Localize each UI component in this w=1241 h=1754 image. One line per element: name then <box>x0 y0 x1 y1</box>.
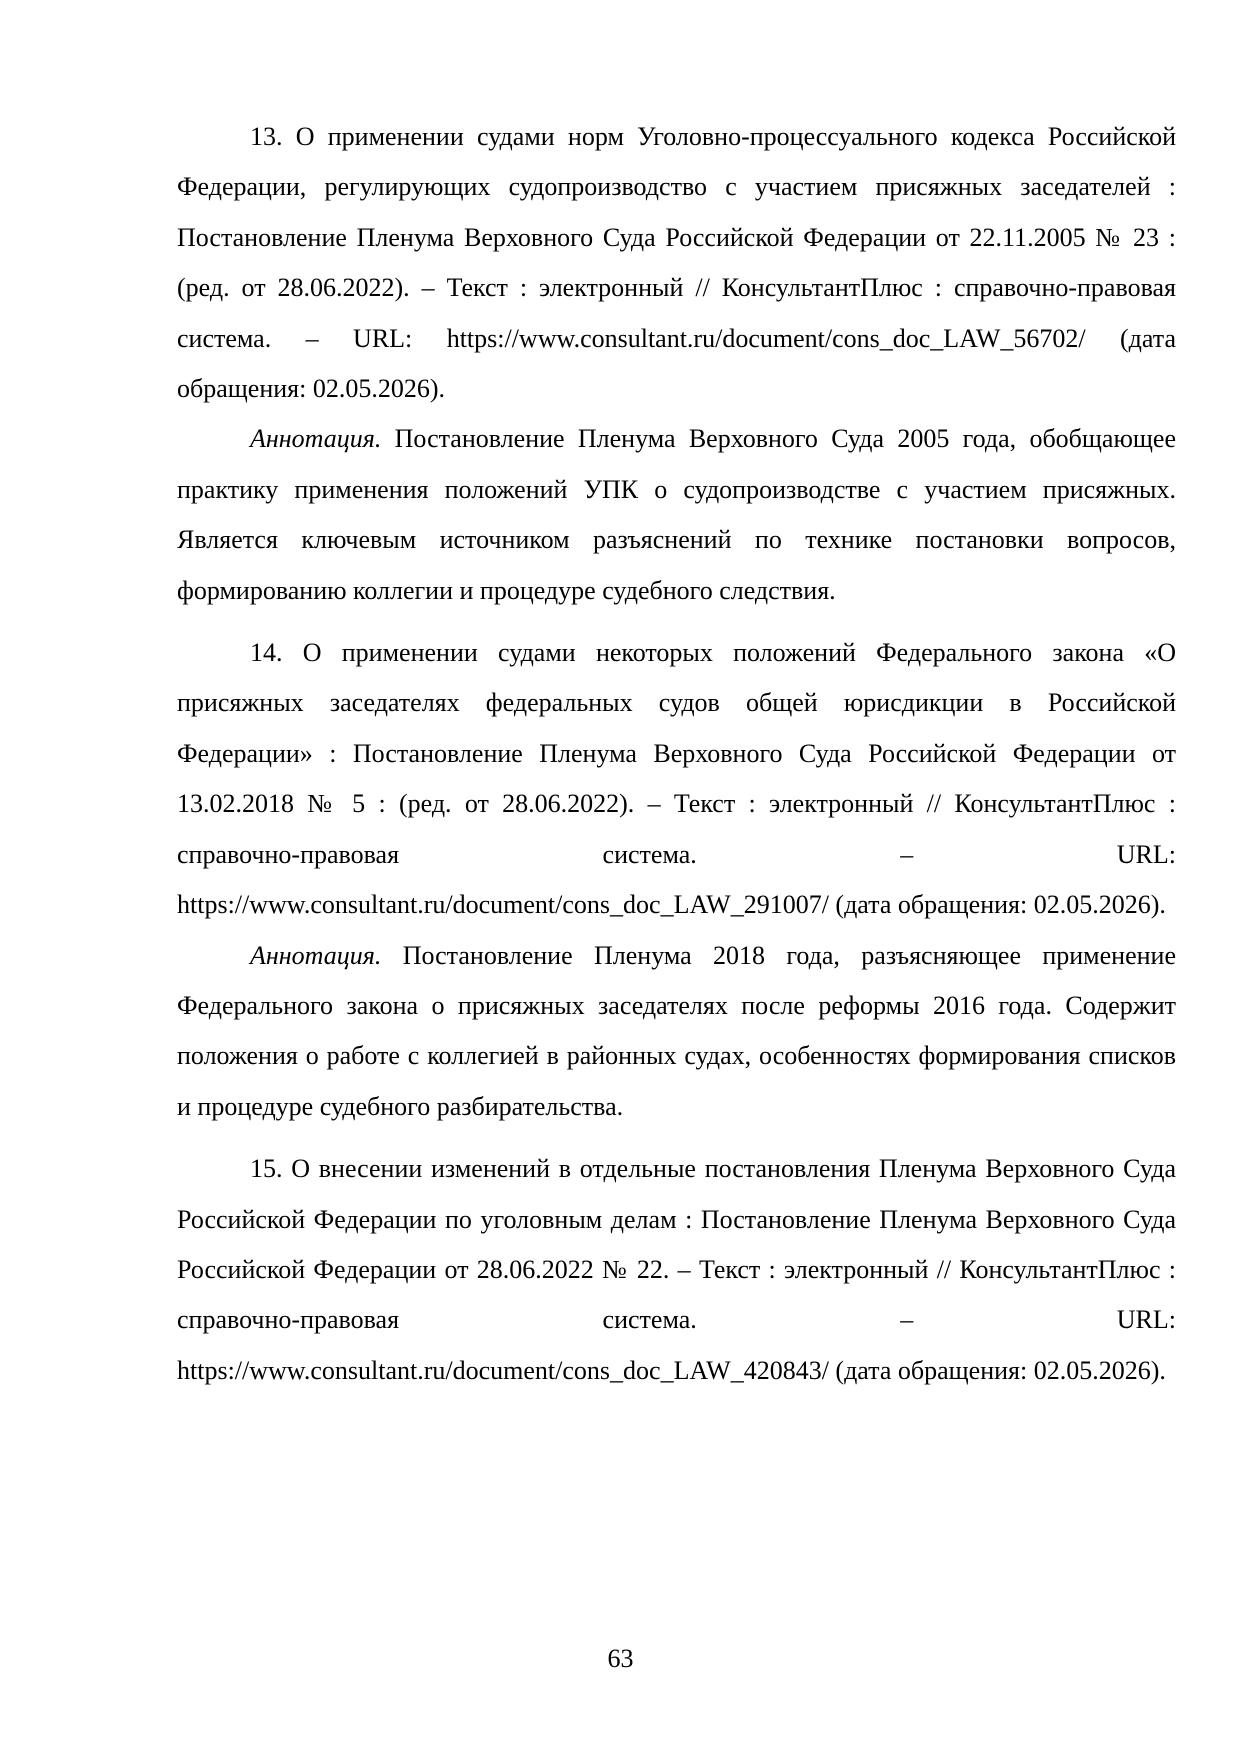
bibliography-list <box>177 112 1176 1396</box>
page-number: 63 <box>607 1644 634 1673</box>
annotation-label: Аннотация. <box>250 424 382 454</box>
citation-text: 13. О применении судами норм Уголовно-процессуального кодекса Российской Федерации, регулирующих судопроизводство с участием присяжных заседателей : Постановление Пленума Верховного Суда Российской Федерации от 22.11.2005 № 23 : (ред. от 28.06.2022). – Текст : электронный // КонсультантПлюс : справочно-правовая система. – URL: https://www.consultant.ru/document/cons_doc_LAW_56702/ (дата обращения: 02.05.2026). <box>177 122 1176 404</box>
bibliography-entry-15 <box>177 1144 1176 1396</box>
bibliography-entry-14 <box>177 628 1176 1132</box>
annotation-label: Аннотация. <box>250 940 382 970</box>
bibliography-entry-13 <box>177 112 1176 616</box>
citation-text: 14. О применении судами некоторых положений Федерального закона «О присяжных заседателях федеральных судов общей юрисдикции в Российской Федерации» : Постановление Пленума Верховного Суда Российской Федерации от 13.02.2018 № 5 : (ред. от 28.06.2022). – Текст : электронный // КонсультантПлюс : справочно-правовая система. – URL: https://www.consultant.ru/document/cons_doc_LAW_291007/ (дата обращения: 02.05.2026). <box>177 638 1176 920</box>
annotation-text: Постановление Пленума 2018 года, разъясняющее применение Федерального закона о присяжных заседателях после реформы 2016 года. Содержит положения о работе с коллегией в районных судах, особенностях формирования списков и процедуре судебного разбирательства. <box>177 940 1176 1121</box>
annotation-text: Постановление Пленума Верховного Суда 2005 года, обобщающее практику применения положений УПК о судопроизводстве с участием присяжных. Является ключевым источником разъяснений по технике постановки вопросов, формированию коллегии и процедуре судебного следствия. <box>177 424 1176 605</box>
annotation-paragraph <box>177 414 1176 616</box>
annotation-paragraph <box>177 931 1176 1133</box>
citation-text: 15. О внесении изменений в отдельные постановления Пленума Верховного Суда Российской Федерации по уголовным делам : Постановление Пленума Верховного Суда Российской Федерации от 28.06.2022 № 22. – Текст : электронный // КонсультантПлюс : справочно-правовая система. – URL: https://www.consultant.ru/document/cons_doc_LAW_420843/ (дата обращения: 02.05.2026). <box>177 1154 1176 1385</box>
